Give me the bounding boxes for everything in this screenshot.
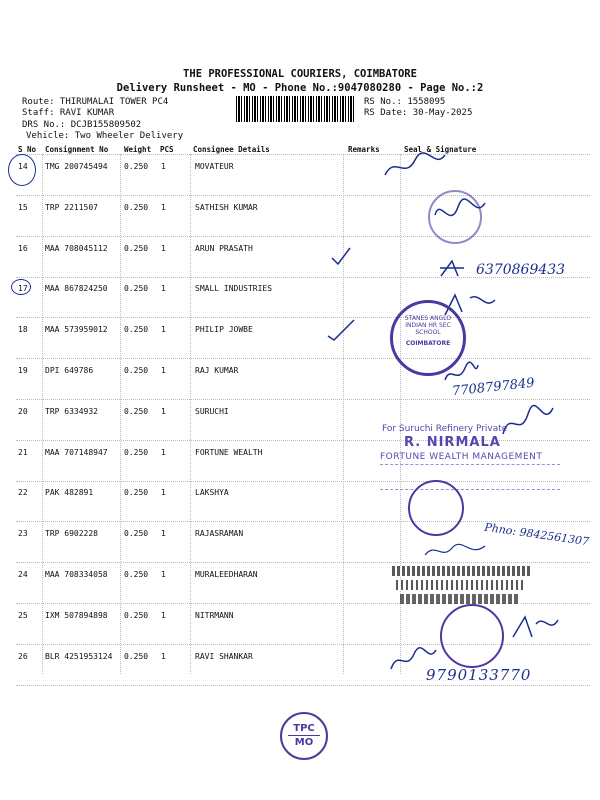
row-consignee-name: LAKSHYA: [195, 488, 229, 498]
fortune-wealth-stamp: FORTUNE WEALTH MANAGEMENT: [380, 452, 543, 462]
grid-divider: [343, 154, 344, 674]
row-weight: 0.250: [124, 651, 149, 661]
table-row-divider: [16, 644, 590, 645]
vehicle-label: Vehicle: Two Wheeler Delivery: [26, 131, 184, 141]
row-pcs: 1: [161, 284, 166, 294]
row-consignee-name: ARUN PRASATH: [195, 243, 253, 253]
phone-handwritten: 7708797849: [451, 375, 536, 400]
row-consignment-no: MAA 867824250: [45, 284, 108, 294]
row-pcs: 1: [161, 488, 166, 498]
row-consignee-name: NITRMANN: [195, 610, 234, 620]
row-consignee-name: SATHISH KUMAR: [195, 202, 258, 212]
row-consignee-name: PHILIP JOWBE: [195, 325, 253, 335]
redacted-stamp: [400, 594, 520, 604]
table-row-divider: [16, 562, 590, 563]
staff-label: Staff: RAVI KUMAR: [22, 108, 115, 118]
circle-mark: [8, 154, 36, 186]
school-seal: STANES ANGLO INDIAN HR SEC SCHOOL COIMBATORE: [390, 300, 466, 376]
row-consignee-name: RAJASRAMAN: [195, 529, 244, 539]
signature-row-15: [430, 195, 490, 230]
row-consignment-no: TRP 2211507: [45, 202, 98, 212]
row-consignee-name: MURALEEDHARAN: [195, 570, 258, 579]
row-weight: 0.250: [124, 406, 149, 416]
row-consignment-no: MAA 573959012: [45, 325, 108, 335]
row-sno: 17: [18, 284, 28, 294]
row-pcs: 1: [161, 243, 166, 253]
row-weight: 0.250: [124, 284, 149, 294]
row-sno: 22: [18, 488, 28, 498]
redacted-stamp: [396, 580, 526, 590]
grid-divider: [190, 154, 191, 674]
col-remarks: Remarks: [348, 145, 380, 154]
phone-handwritten: 6370869433: [476, 262, 566, 278]
row-consignee-name: SMALL INDUSTRIES: [195, 284, 273, 294]
row-sno: 16: [18, 243, 28, 253]
row-pcs: 1: [161, 570, 166, 579]
row-consignee-name: RAJ KUMAR: [195, 366, 239, 375]
table-row-divider: [16, 521, 590, 522]
row-sno: 24: [18, 570, 28, 579]
row-weight: 0.250: [124, 610, 149, 620]
nirmann-seal: [440, 604, 504, 668]
row-weight: 0.250: [124, 243, 149, 253]
row-sno: 21: [18, 447, 28, 457]
row-consignment-no: PAK 482891: [45, 488, 94, 498]
table-row-divider: [16, 399, 590, 400]
table-row-divider: [16, 195, 590, 196]
row-consignment-no: BLR 4251953124: [45, 651, 113, 661]
signature-row-14: [380, 150, 450, 185]
col-sno: S No: [18, 145, 37, 154]
row-sno: 14: [18, 162, 28, 171]
row-sno: 15: [18, 202, 28, 212]
row-pcs: 1: [161, 162, 166, 171]
table-row-divider: [16, 358, 590, 359]
row-sno: 26: [18, 651, 28, 661]
col-seal: Seal & Signature: [404, 145, 477, 154]
row-weight: 0.250: [124, 488, 149, 498]
row-pcs: 1: [161, 366, 166, 375]
row-consignment-no: DPI 649786: [45, 366, 94, 375]
nirmala-name-stamp: R. NIRMALA: [404, 435, 501, 450]
row-weight: 0.250: [124, 325, 149, 335]
row-pcs: 1: [161, 651, 166, 661]
company-title: THE PROFESSIONAL COURIERS, COIMBATORE: [183, 68, 417, 80]
stamp-address-lines: [380, 464, 560, 490]
rs-date: RS Date: 30-May-2025: [364, 108, 473, 118]
circle-mark: [11, 279, 31, 295]
row-pcs: 1: [161, 610, 166, 620]
phone-handwritten: Phno: 9842561307: [483, 520, 590, 549]
table-row-divider: [16, 236, 590, 237]
check-mark-icon: [330, 246, 352, 266]
row-weight: 0.250: [124, 202, 149, 212]
runsheet-subtitle: Delivery Runsheet - MO - Phone No.:9047080280 - Page No.:2: [116, 82, 484, 94]
col-weight: Weight: [124, 145, 152, 154]
row-consignee-name: MOVATEUR: [195, 162, 234, 171]
row-pcs: 1: [161, 325, 166, 335]
table-row-divider: [16, 317, 590, 318]
route-label: Route: THIRUMALAI TOWER PC4: [22, 97, 169, 107]
drs-label: DRS No.: DCJB155809502: [22, 120, 142, 130]
col-consignee: Consignee Details: [193, 145, 270, 154]
redacted-stamp: [392, 566, 532, 576]
row-sno: 19: [18, 366, 28, 375]
row-consignee-name: SURUCHI: [195, 406, 229, 416]
table-row-divider: [16, 685, 590, 686]
row-pcs: 1: [161, 406, 166, 416]
signature-row-25: [510, 612, 560, 642]
row-weight: 0.250: [124, 570, 149, 579]
check-mark-icon: [326, 318, 356, 342]
barcode-image: [236, 96, 354, 122]
row-pcs: 1: [161, 447, 166, 457]
rs-number: RS No.: 1558095: [364, 97, 446, 107]
row-consignment-no: IXM 507894898: [45, 610, 108, 620]
row-sno: 20: [18, 406, 28, 416]
row-consignment-no: TRP 6334932: [45, 406, 98, 416]
consultancy-seal: [408, 480, 464, 536]
row-consignment-no: MAA 707148947: [45, 447, 108, 457]
row-sno: 18: [18, 325, 28, 335]
row-weight: 0.250: [124, 162, 149, 171]
suruchi-stamp-line: For Suruchi Refinery Private: [382, 424, 508, 434]
signature-row-20: [498, 404, 558, 440]
table-header-divider: [16, 154, 590, 155]
row-weight: 0.250: [124, 529, 149, 539]
row-consignment-no: MAA 708045112: [45, 243, 108, 253]
row-consignment-no: TMG 200745494: [45, 162, 108, 171]
row-pcs: 1: [161, 529, 166, 539]
row-consignment-no: MAA 708334058: [45, 570, 108, 579]
row-consignee-name: RAVI SHANKAR: [195, 651, 253, 661]
grid-divider: [42, 154, 43, 674]
col-consignment: Consignment No: [45, 145, 109, 154]
row-pcs: 1: [161, 202, 166, 212]
col-pcs: PCS: [160, 145, 174, 154]
row-consignment-no: TRP 6902228: [45, 529, 98, 539]
row-sno: 23: [18, 529, 28, 539]
grid-divider: [120, 154, 121, 674]
row-consignee-name: FORTUNE WEALTH: [195, 447, 263, 457]
phone-handwritten: 9790133770: [426, 666, 532, 684]
signature-row-17: [438, 258, 468, 280]
row-sno: 25: [18, 610, 28, 620]
tpc-mo-seal: TPC MO: [280, 712, 328, 760]
row-weight: 0.250: [124, 447, 149, 457]
signature-row-23: [420, 540, 490, 562]
row-weight: 0.250: [124, 366, 149, 375]
